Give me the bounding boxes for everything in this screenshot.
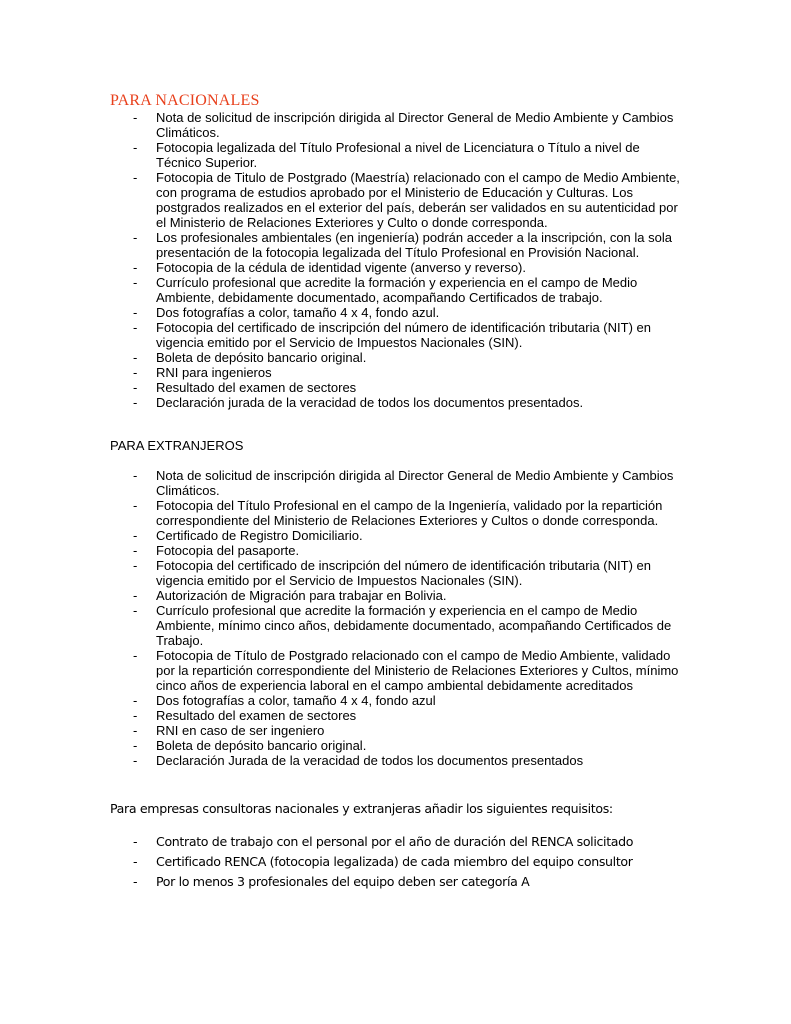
- list-bullet: -: [133, 834, 138, 849]
- list-item-text: Nota de solicitud de inscripción dirigida al Director General de Medio Ambiente y Cambios Climáticos.: [156, 468, 674, 498]
- list-bullet: -: [133, 738, 138, 753]
- list-item-text: RNI para ingenieros: [156, 365, 272, 380]
- list-item: [0, 693, 791, 708]
- list-item: [0, 832, 791, 852]
- list-item-text: Dos fotografías a color, tamaño 4 x 4, fondo azul: [156, 693, 436, 708]
- consultoras-intro: Para empresas consultoras nacionales y extranjeras añadir los siguientes requisitos:: [110, 801, 613, 816]
- list-item-text: Resultado del examen de sectores: [156, 380, 357, 395]
- list-bullet: -: [133, 380, 138, 395]
- list-bullet: -: [133, 110, 138, 125]
- list-bullet: -: [133, 603, 138, 618]
- list-bullet: -: [133, 140, 138, 155]
- list-item-text: Certificado RENCA (fotocopia legalizada) de cada miembro del equipo consultor: [156, 854, 633, 869]
- list-item-text: Declaración Jurada de la veracidad de todos los documentos presentados: [156, 753, 584, 768]
- list-item-text: Declaración jurada de la veracidad de todos los documentos presentados.: [156, 395, 584, 410]
- list-bullet: -: [133, 854, 138, 869]
- list-bullet: -: [133, 320, 138, 335]
- list-item-text: Fotocopia del Título Profesional en el campo de la Ingeniería, validado por la repartición correspondiente del Ministerio de Relaciones Exteriores y Cultos o donde corresponda.: [156, 498, 663, 528]
- list-bullet: -: [133, 260, 138, 275]
- list-item-text: Por lo menos 3 profesionales del equipo deben ser categoría A: [156, 874, 530, 889]
- list-item: [0, 275, 791, 305]
- list-bullet: -: [133, 708, 138, 723]
- list-item-text: Nota de solicitud de inscripción dirigida al Director General de Medio Ambiente y Cambios Climáticos.: [156, 110, 674, 140]
- list-extranjeros: [0, 468, 791, 768]
- list-bullet: -: [133, 874, 138, 889]
- list-item-text: Contrato de trabajo con el personal por el año de duración del RENCA solicitado: [156, 834, 634, 849]
- list-item: [0, 648, 791, 693]
- list-item: [0, 528, 791, 543]
- list-item: [0, 350, 791, 365]
- list-item-text: Certificado de Registro Domiciliario.: [156, 528, 363, 543]
- list-item: [0, 468, 791, 498]
- list-bullet: -: [133, 170, 138, 185]
- list-item-text: Fotocopia del certificado de inscripción del número de identificación tributaria (NIT) en vigencia emitido por el Servicio de Impuestos Nacionales (SIN).: [156, 558, 651, 588]
- list-bullet: -: [133, 528, 138, 543]
- list-nacionales: [0, 110, 791, 410]
- list-item: [0, 738, 791, 753]
- list-bullet: -: [133, 543, 138, 558]
- list-item: [0, 753, 791, 768]
- list-item: [0, 170, 791, 230]
- list-bullet: -: [133, 395, 138, 410]
- list-item: [0, 320, 791, 350]
- list-item: [0, 230, 791, 260]
- list-item: [0, 140, 791, 170]
- list-bullet: -: [133, 350, 138, 365]
- list-bullet: -: [133, 468, 138, 483]
- list-item: [0, 558, 791, 588]
- list-item: [0, 380, 791, 395]
- list-bullet: -: [133, 498, 138, 513]
- list-item-text: Fotocopia legalizada del Título Profesional a nivel de Licenciatura o Título a nivel de Técnico Superior.: [156, 140, 640, 170]
- list-item: [0, 305, 791, 320]
- list-item: [0, 260, 791, 275]
- list-item-text: Boleta de depósito bancario original.: [156, 738, 367, 753]
- list-item-text: Fotocopia de la cédula de identidad vigente (anverso y reverso).: [156, 260, 526, 275]
- list-bullet: -: [133, 723, 138, 738]
- list-item-text: Fotocopia de Titulo de Postgrado (Maestría) relacionado con el campo de Medio Ambiente, con programa de estudios aprobado por el Ministerio de Educación y Culturas. Los postgrados realizados en el exterior del país, deberán ser validados en su autenticidad por el Ministerio de Relaciones Exteriores y Culto o donde corresponda.: [156, 170, 680, 230]
- list-item-text: Fotocopia del pasaporte.: [156, 543, 300, 558]
- list-item: [0, 110, 791, 140]
- list-bullet: -: [133, 588, 138, 603]
- list-item-text: RNI en caso de ser ingeniero: [156, 723, 325, 738]
- list-item: [0, 708, 791, 723]
- list-item: [0, 723, 791, 738]
- list-bullet: -: [133, 558, 138, 573]
- list-item-text: Fotocopia de Título de Postgrado relacionado con el campo de Medio Ambiente, validado por la repartición correspondiente del Ministerio de Relaciones Exteriores y Cultos, mínimo cinco años de experiencia laboral en el campo ambiental debidamente acreditados: [156, 648, 679, 693]
- list-bullet: -: [133, 230, 138, 245]
- list-item-text: Dos fotografías a color, tamaño 4 x 4, fondo azul.: [156, 305, 440, 320]
- list-consultoras: [0, 832, 791, 892]
- list-item-text: Boleta de depósito bancario original.: [156, 350, 367, 365]
- list-bullet: -: [133, 753, 138, 768]
- list-item: [0, 543, 791, 558]
- heading-para-extranjeros: PARA EXTRANJEROS: [110, 438, 244, 453]
- list-item: [0, 588, 791, 603]
- list-item-text: Los profesionales ambientales (en ingeniería) podrán acceder a la inscripción, con la sola presentación de la fotocopia legalizada del Título Profesional en Provisión Nacional.: [156, 230, 672, 260]
- list-item: [0, 498, 791, 528]
- list-bullet: -: [133, 693, 138, 708]
- list-item-text: Autorización de Migración para trabajar en Bolivia.: [156, 588, 447, 603]
- heading-para-nacionales: PARA NACIONALES: [110, 92, 260, 109]
- list-bullet: -: [133, 648, 138, 663]
- list-bullet: -: [133, 275, 138, 290]
- list-item-text: Fotocopia del certificado de inscripción del número de identificación tributaria (NIT) en vigencia emitido por el Servicio de Impuestos Nacionales (SIN).: [156, 320, 651, 350]
- list-item: [0, 603, 791, 648]
- list-item-text: Resultado del examen de sectores: [156, 708, 357, 723]
- list-bullet: -: [133, 365, 138, 380]
- list-bullet: -: [133, 305, 138, 320]
- list-item-text: Currículo profesional que acredite la formación y experiencia en el campo de Medio Ambiente, mínimo cinco años, debidamente documentado, acompañando Certificados de Trabajo.: [156, 603, 672, 648]
- list-item: [0, 365, 791, 380]
- list-item-text: Currículo profesional que acredite la formación y experiencia en el campo de Medio Ambiente, debidamente documentado, acompañando Certificados de trabajo.: [156, 275, 638, 305]
- list-item: [0, 852, 791, 872]
- list-item: [0, 872, 791, 892]
- list-item: [0, 395, 791, 410]
